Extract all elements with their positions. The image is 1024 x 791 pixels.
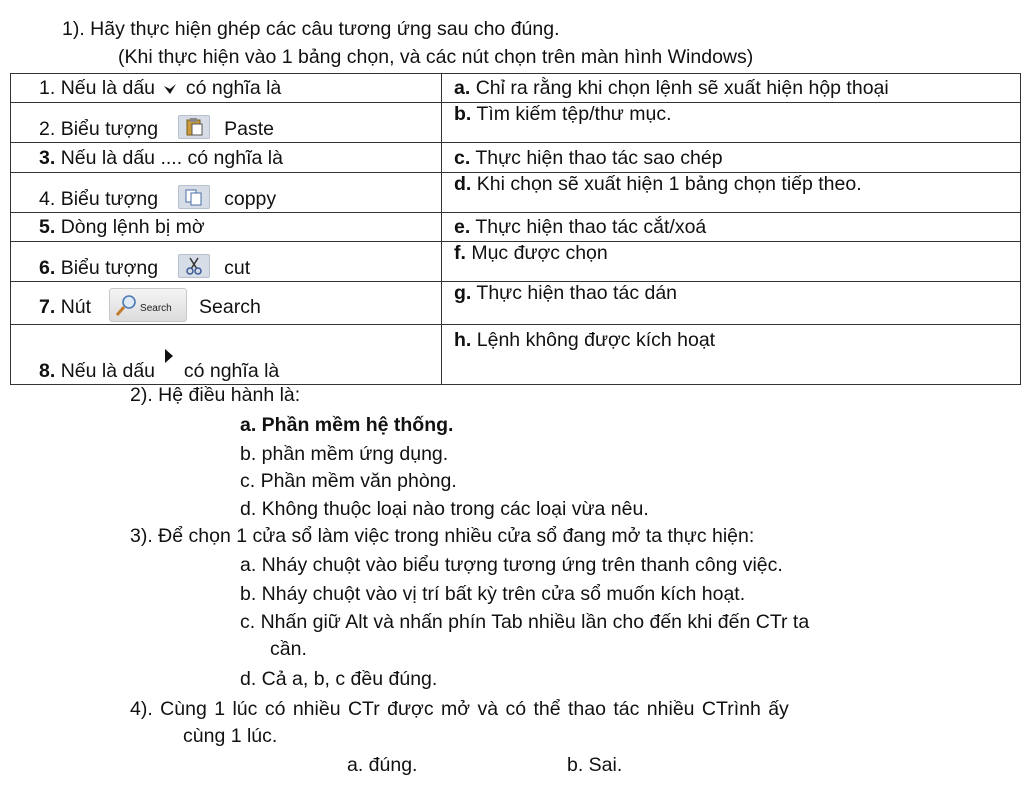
q2-option-a: a. Phần mềm hệ thống. [240, 414, 454, 436]
option-text: Tìm kiếm tệp/thư mục. [476, 103, 672, 125]
item-number: 3. [39, 146, 56, 169]
table-row [11, 325, 1021, 385]
option-text: Thực hiện thao tác cắt/xoá [475, 216, 707, 238]
matching-table [10, 73, 1021, 385]
submenu-arrow-icon [164, 349, 174, 363]
item-text: Nếu là dấu [60, 77, 156, 99]
q4-option-b: b. Sai. [567, 754, 623, 776]
item-number: 4. [39, 188, 56, 210]
table-row [11, 282, 1021, 325]
right-cell [442, 143, 1021, 173]
item-number: 8. [39, 360, 56, 382]
option-key: h. [454, 329, 472, 351]
left-cell [11, 103, 442, 143]
q3-option-c: c. Nhấn giữ Alt và nhấn phín Tab nhiều lần cho đến khi đến CTr ta [240, 611, 810, 633]
item-text: có nghĩa là [185, 77, 282, 99]
right-cell [442, 282, 1021, 325]
right-cell [442, 325, 1021, 385]
left-cell [11, 213, 442, 242]
item-text: Paste [224, 118, 274, 140]
q2-option-b: b. phần mềm ứng dụng. [240, 443, 449, 465]
question-1-subtitle: (Khi thực hiện vào 1 bảng chọn, và các nút chọn trên màn hình Windows) [118, 46, 754, 68]
item-text: Nếu là dấu [60, 146, 156, 169]
item-text: cut [224, 257, 251, 279]
question-2: 2). Hệ điều hành là: [130, 384, 301, 406]
item-text: .... có nghĩa là [160, 146, 283, 169]
table-row [11, 242, 1021, 282]
left-cell [11, 242, 442, 282]
table-row [11, 213, 1021, 242]
left-cell [11, 74, 442, 103]
search-button-image [109, 288, 187, 322]
item-text: Search [199, 296, 261, 318]
left-cell [11, 173, 442, 213]
right-cell [442, 103, 1021, 143]
q3-option-b: b. Nháy chuột vào vị trí bất kỳ trên cửa sổ muốn kích hoạt. [240, 583, 746, 605]
item-number: 6. [39, 257, 56, 279]
item-number: 1. [39, 77, 56, 99]
item-text: coppy [224, 188, 277, 210]
question-1-title: 1). Hãy thực hiện ghép các câu tương ứng sau cho đúng. [62, 18, 560, 40]
item-number: 5. [39, 216, 56, 238]
q4-option-a: a. đúng. [347, 754, 418, 776]
option-text: Thực hiện thao tác dán [476, 282, 678, 304]
right-cell [442, 242, 1021, 282]
item-text: Biểu tượng [60, 188, 159, 210]
option-key: c. [454, 146, 471, 169]
table-row [11, 143, 1021, 173]
left-cell [11, 143, 442, 173]
paste-icon [178, 115, 210, 139]
right-cell [442, 173, 1021, 213]
magnifier-icon [114, 294, 140, 318]
option-key: b. [454, 103, 472, 125]
search-button-label: Search [140, 303, 172, 314]
left-cell [11, 325, 442, 385]
option-text: Mục được chọn [471, 242, 608, 264]
question-4-line2: cùng 1 lúc. [183, 725, 278, 747]
option-key: g. [454, 282, 472, 304]
option-key: f. [454, 242, 466, 264]
option-key: e. [454, 216, 471, 238]
q3-option-d: d. Cả a, b, c đều đúng. [240, 668, 438, 690]
item-number: 2. [39, 118, 56, 140]
left-cell [11, 282, 442, 325]
question-3: 3). Để chọn 1 cửa sổ làm việc trong nhiều cửa sổ đang mở ta thực hiện: [130, 525, 755, 547]
item-number: 7. [39, 296, 56, 318]
option-key: d. [454, 173, 472, 195]
item-text: Dòng lệnh bị mờ [60, 216, 205, 238]
right-cell [442, 213, 1021, 242]
table-row [11, 74, 1021, 103]
q3-option-a: a. Nháy chuột vào biểu tượng tương ứng trên thanh công việc. [240, 554, 783, 576]
item-text: Nếu là dấu [60, 360, 156, 382]
option-text: Thực hiện thao tác sao chép [475, 146, 723, 169]
item-text: Biểu tượng [60, 257, 159, 279]
q3-option-c-cont: cần. [270, 638, 307, 660]
option-text: Khi chọn sẽ xuất hiện 1 bảng chọn tiếp theo. [476, 173, 862, 195]
table-row [11, 173, 1021, 213]
option-text: Chỉ ra rằng khi chọn lệnh sẽ xuất hiện hộp thoại [475, 77, 889, 99]
q2-option-d: d. Không thuộc loại nào trong các loại vừa nêu. [240, 498, 649, 520]
item-text: Nút [60, 296, 92, 318]
copy-icon [178, 185, 210, 209]
cut-scissors-icon [178, 254, 210, 278]
item-text: có nghĩa là [183, 360, 280, 382]
table-row [11, 103, 1021, 143]
question-4-line1: 4). Cùng 1 lúc có nhiều CTr được mở và có thể thao tác nhiều CTrình ấy [130, 698, 789, 720]
option-text: Lệnh không được kích hoạt [476, 329, 716, 351]
checkmark-icon [163, 83, 177, 95]
right-cell [442, 74, 1021, 103]
option-key: a. [454, 77, 471, 99]
item-text: Biểu tượng [60, 118, 159, 140]
q2-option-c: c. Phần mềm văn phòng. [240, 470, 457, 492]
